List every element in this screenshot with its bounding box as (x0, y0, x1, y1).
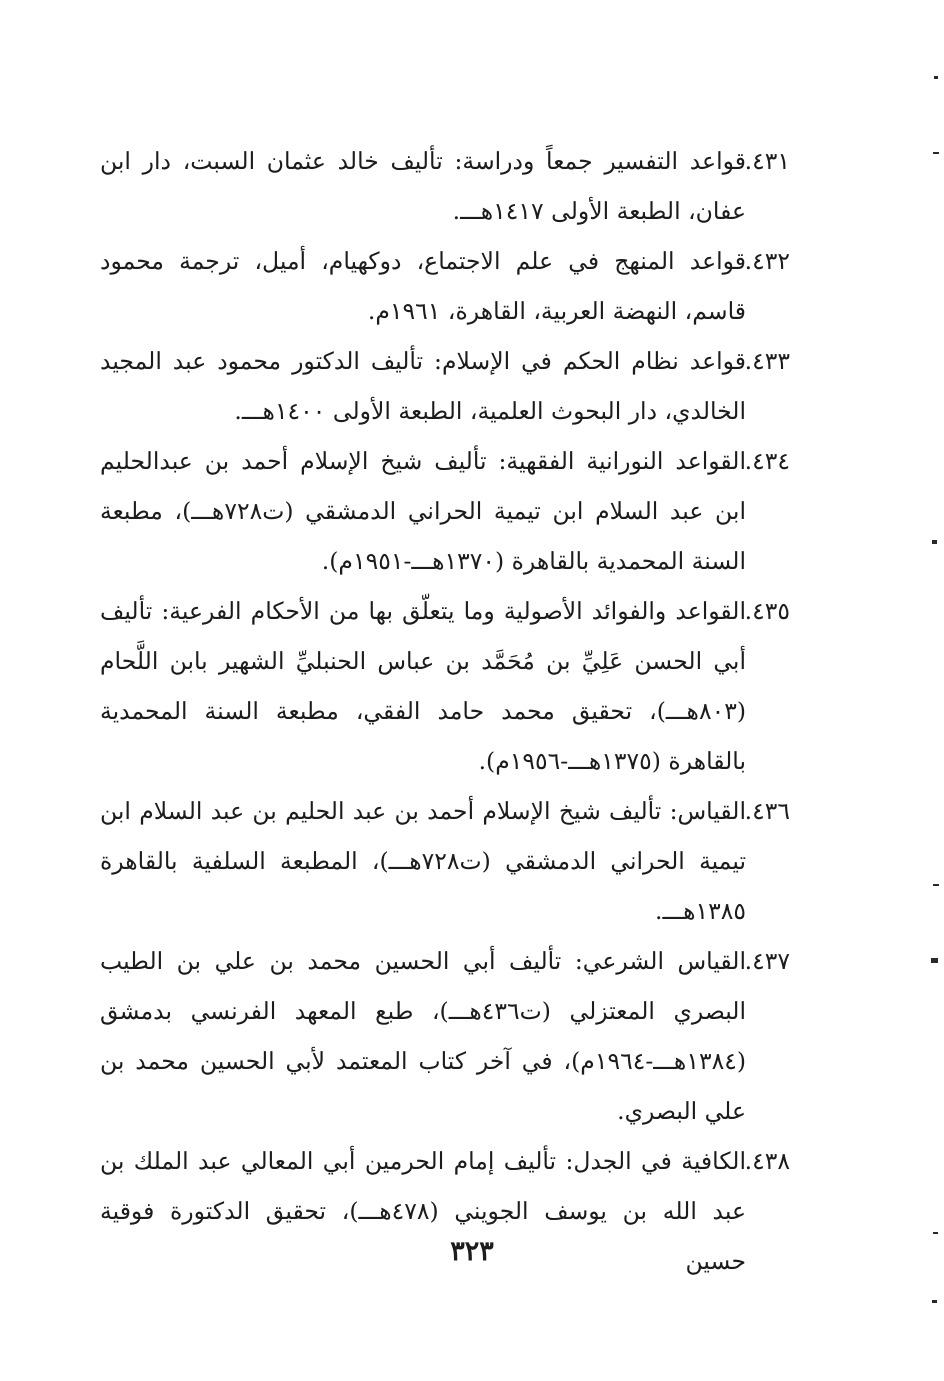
entry-text: قواعد التفسير جمعاً ودراسة: تأليف خالد عثمان السبت، دار ابن عفان، الطبعة الأولى ١٤١٧هـــ. (100, 147, 746, 225)
bibliography-entry-433 (100, 336, 790, 436)
entry-text: القياس الشرعي: تأليف أبي الحسين محمد بن علي بن الطيب البصري المعتزلي (ت٤٣٦هـــ)، طبع المعهد الفرنسي بدمشق (١٣٨٤هـــ-١٩٦٤م)، في آخر كتاب المعتمد لأبي الحسين محمد بن علي البصري. (100, 947, 746, 1125)
entry-number: ٤٣٢. (744, 247, 790, 275)
entry-number: ٤٣٧. (744, 947, 790, 975)
entry-text: الكافية في الجدل: تأليف إمام الحرمين أبي المعالي عبد الملك بن عبد الله بن يوسف الجويني (٤٧٨هـــ)، تحقيق الدكتورة فوقية حسين (100, 1147, 746, 1275)
entry-number: ٤٣١. (744, 147, 790, 175)
bibliography-list (100, 136, 790, 1286)
entry-text: قواعد نظام الحكم في الإسلام: تأليف الدكتور محمود عبد المجيد الخالدي، دار البحوث العلمية، الطبعة الأولى ١٤٠٠هـــ. (100, 347, 746, 425)
scan-mark (932, 1300, 937, 1303)
scan-mark (932, 540, 937, 544)
bibliography-entry-437 (100, 936, 790, 1136)
entry-number: ٤٣٤. (744, 447, 790, 475)
bibliography-entry-431 (100, 136, 790, 236)
entry-text: القياس: تأليف شيخ الإسلام أحمد بن عبد الحليم بن عبد السلام ابن تيمية الحراني الدمشقي (ت٧٢٨هـــ)، المطبعة السلفية بالقاهرة ١٣٨٥هـــ. (100, 797, 746, 925)
entry-text: قواعد المنهج في علم الاجتماع، دوكهيام، أميل، ترجمة محمود قاسم، النهضة العربية، القاهرة، ١٩٦١م. (100, 247, 746, 325)
entry-number: ٤٣٥. (744, 597, 790, 625)
scan-mark (933, 1232, 938, 1234)
bibliography-entry-432 (100, 236, 790, 336)
scan-mark (931, 958, 938, 963)
scan-mark (934, 76, 938, 79)
scan-mark (933, 884, 939, 886)
scan-mark (933, 152, 939, 154)
entry-text: القواعد النورانية الفقهية: تأليف شيخ الإسلام أحمد بن عبدالحليم ابن عبد السلام ابن تيمية الحراني الدمشقي (ت٧٢٨هـــ)، مطبعة السنة المحمدية بالقاهرة (١٣٧٠هـــ-١٩٥١م). (100, 447, 746, 575)
page-number: ٣٢٣ (450, 1236, 494, 1267)
bibliography-entry-435 (100, 586, 790, 786)
entry-number: ٤٣٨. (744, 1147, 790, 1175)
entry-number: ٤٣٦. (744, 797, 790, 825)
bibliography-entry-434 (100, 436, 790, 586)
bibliography-entry-436 (100, 786, 790, 936)
entry-text: القواعد والفوائد الأصولية وما يتعلّق بها من الأحكام الفرعية: تأليف أبي الحسن عَلِيِّ بن مُحَمَّد بن عباس الحنبليِّ الشهير بابن اللَّحام (٨٠٣هـــ)، تحقيق محمد حامد الفقي، مطبعة السنة المحمدية بالقاهرة (١٣٧٥هـــ-١٩٥٦م). (100, 597, 746, 775)
entry-number: ٤٣٣. (744, 347, 790, 375)
